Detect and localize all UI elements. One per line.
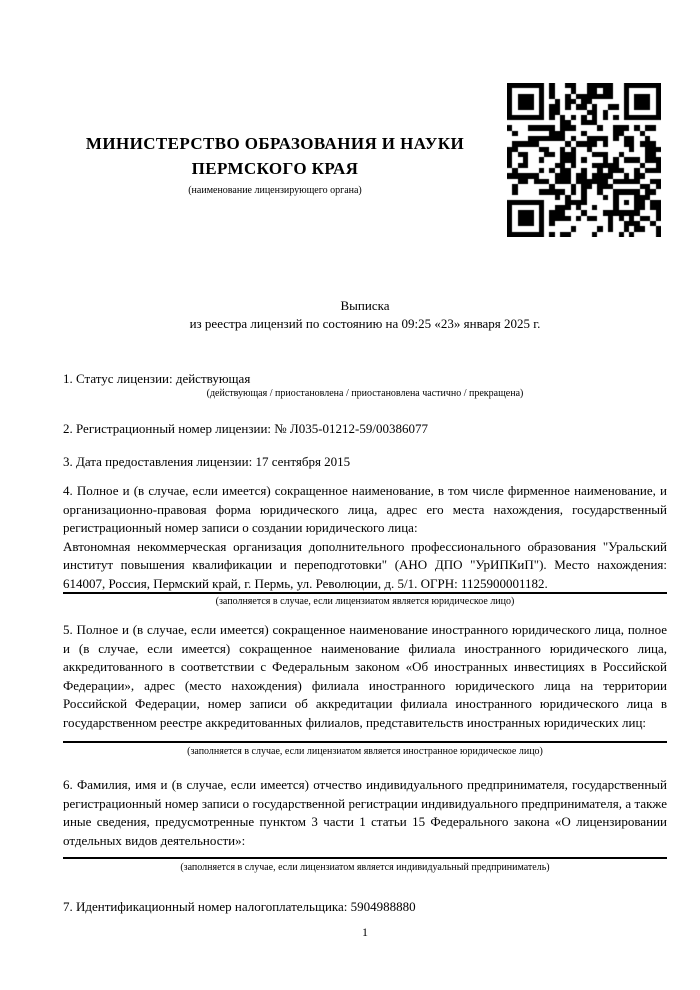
page-number: 1 [362,925,368,939]
field-license-status: 1. Статус лицензии: действующая [63,371,251,386]
field-taxpayer-number: 7. Идентификационный номер налогоплательщика: 5904988880 [63,899,416,914]
ministry-name [60,131,490,181]
document-title-line2: из реестра лицензий по состоянию на 09:25 «23» января 2025 г. [189,316,541,331]
field-grant-date: 3. Дата предоставления лицензии: 17 сентября 2015 [63,454,351,469]
fill-line-foreign-entity [63,741,667,743]
field-individual-entrepreneur: 6. Фамилия, имя и (в случае, если имеется) отчество индивидуального предпринимателя, государственный регистрационный номер записи о государственной регистрации индивидуального предпринимателя, а также иные сведения, предусмотренные пунктом 3 части 1 статьи 15 Федерального закона «О лицензировании отдельных видов деятельности»: [63,777,667,848]
document-title [63,297,667,333]
ministry-name-caption: (наименование лицензирующего органа) [188,185,362,196]
qr-code-icon [507,83,661,237]
field-legal-entity-label: 4. Полное и (в случае, если имеется) сокращенное наименование, в том числе фирменное наименование, и организационно-правовая форма юридического лица, адрес его места нахождения, государственный регистрационный номер записи о создании юридического лица: [63,483,667,535]
field-legal-entity-value: Автономная некоммерческая организация дополнительного профессионального образования "Уральский институт повышения квалификации и переподготовки" (АНО ДПО "УрИПКиП"). Место нахождения: 614007, Россия, Пермский край, г. Пермь, ул. Революции, д. 5/1. ОГРН: 1125900001182. [63,538,667,591]
fill-line-individual-entrepreneur [63,857,667,859]
licensing-authority-header [60,131,490,197]
field-legal-entity-caption: (заполняется в случае, если лицензиатом является юридическое лицо) [215,596,515,607]
field-license-status-caption: (действующая / приостановлена / приостановлена частично / прекращена) [206,388,524,399]
document-title-line1: Выписка [340,298,390,313]
field-foreign-entity: 5. Полное и (в случае, если имеется) сокращенное наименование иностранного юридического лица, полное и (в случае, если имеется) сокращенное наименование филиала иностранного юридического лица, аккредитованного в соответствии с Федеральным законом «Об иностранных инвестициях в Российской Федерации», адрес (место нахождения) филиала иностранного юридического лица на территории Российской Федерации, номер записи об аккредитации филиала иностранного юридического лица в государственном реестре аккредитованных филиалов, представительств иностранных юридических лиц: [63,622,667,730]
field-registration-number: 2. Регистрационный номер лицензии: № Л035-01212-59/00386077 [63,421,429,436]
field-foreign-entity-caption: (заполняется в случае, если лицензиатом является иностранное юридическое лицо) [187,746,543,757]
ministry-name-line1: МИНИСТЕРСТВО ОБРАЗОВАНИЯ И НАУКИ [85,134,465,153]
field-legal-entity [63,482,667,593]
fill-line-legal-entity [63,592,667,594]
ministry-name-line2: ПЕРМСКОГО КРАЯ [191,159,359,178]
field-individual-entrepreneur-caption: (заполняется в случае, если лицензиатом является индивидуальный предприниматель) [180,862,550,873]
